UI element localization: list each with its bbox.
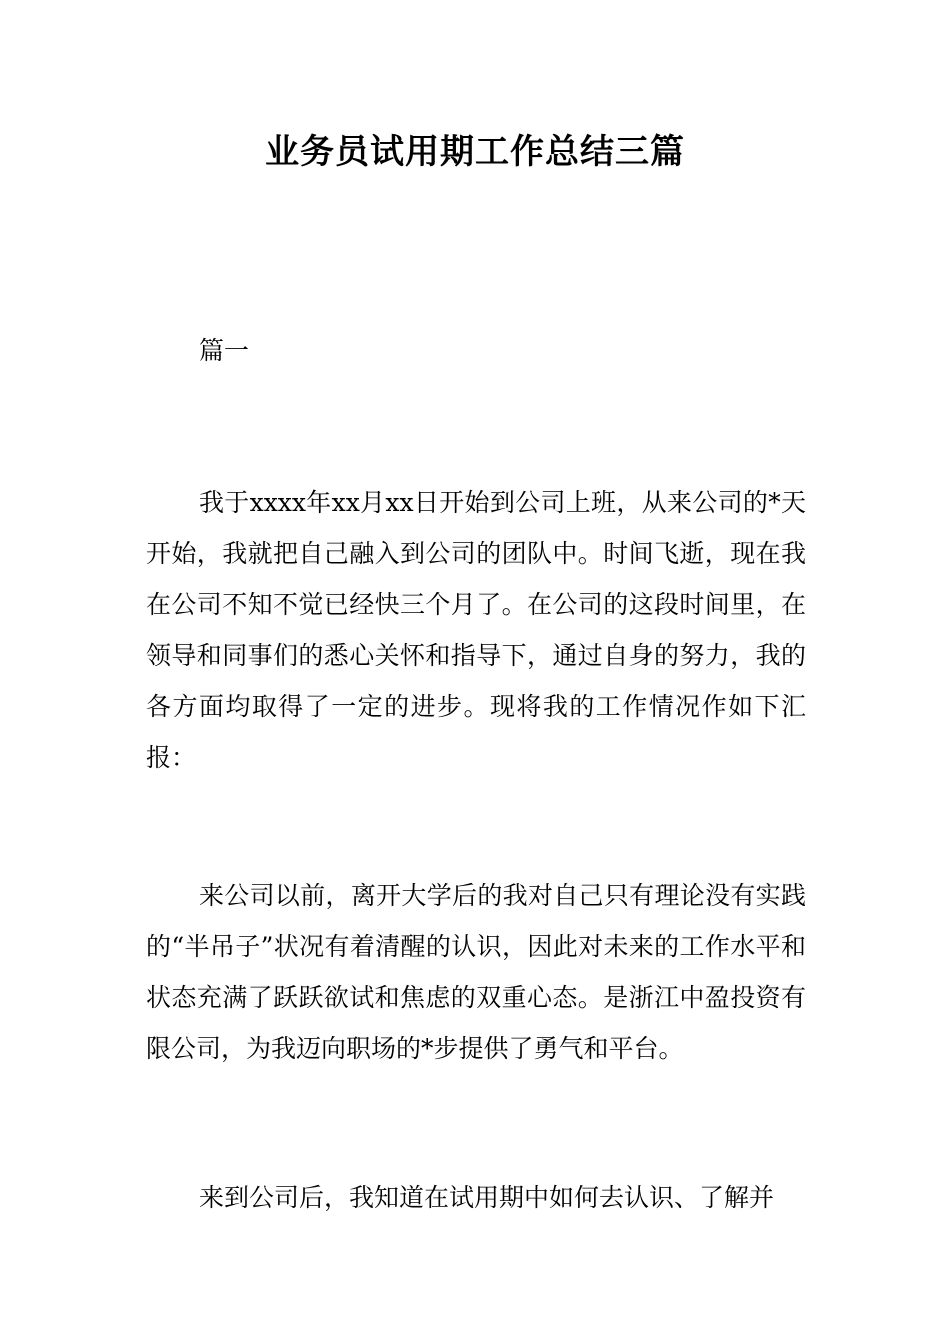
paragraph-2: 来公司以前，离开大学后的我对自己只有理论没有实践的“半吊子”状况有着清醒的认识，因此对未来的工作水平和状态充满了跃跃欲试和焦虑的双重心态。是浙江中盈投资有限公司，为我迈向职场的*步提供了勇气和平台。 [146, 881, 806, 1063]
section-label: 篇一 [199, 336, 250, 365]
document-title: 业务员试用期工作总结三篇 [265, 132, 685, 172]
paragraph-3: 来到公司后，我知道在试用期中如何去认识、了解并 [199, 1183, 775, 1212]
paragraph-1: 我于xxxx年xx月xx日开始到公司上班，从来公司的*天开始，我就把自己融入到公司的团队中。时间飞逝，现在我在公司不知不觉已经快三个月了。在公司的这段时间里，在领导和同事们的悉心关怀和指导下，通过自身的努力，我的各方面均取得了一定的进步。现将我的工作情况作如下汇报： [146, 488, 806, 772]
